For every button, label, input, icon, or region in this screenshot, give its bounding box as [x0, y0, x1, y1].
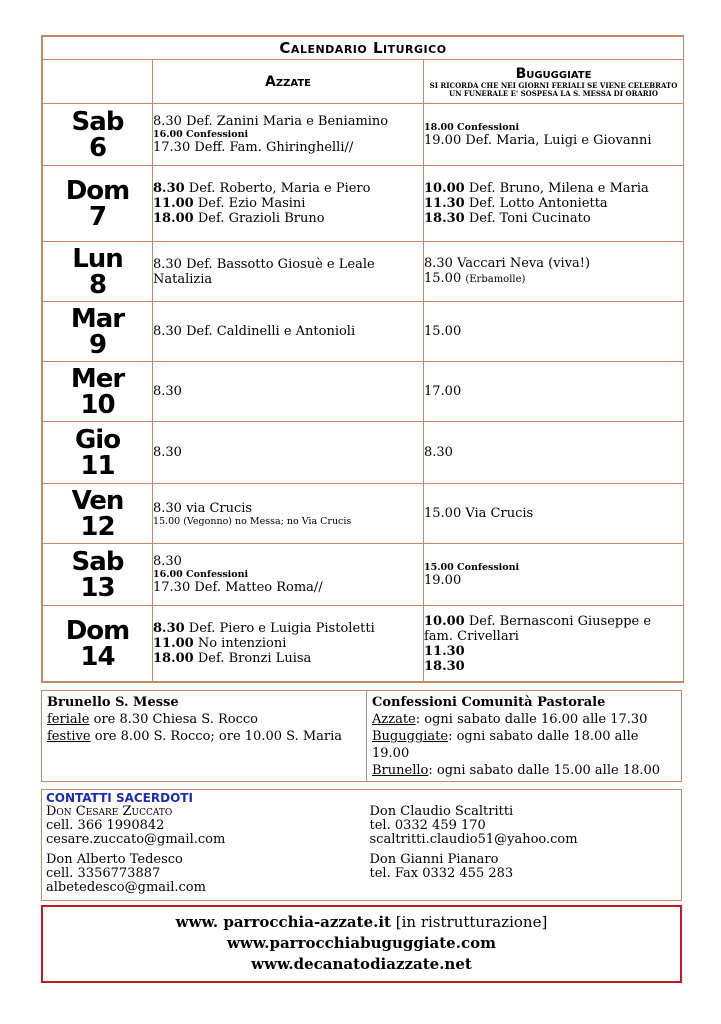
mass-entry — [153, 636, 423, 651]
confessioni-row — [372, 762, 676, 779]
mass-text: 16.00 Confessioni — [153, 569, 249, 580]
mass-time: 11.00 — [153, 196, 194, 211]
calendar-title: Calendario Liturgico — [43, 37, 684, 60]
buguggiate-cell — [424, 484, 684, 544]
mass-text: 8.30 Def. Caldinelli e Antonioli — [153, 324, 356, 339]
mass-entry — [424, 659, 683, 674]
day-number: 13 — [80, 572, 115, 603]
mass-entry — [153, 129, 423, 140]
priest-phone: cell. 3356773887 — [46, 866, 161, 881]
day-cell — [43, 544, 153, 606]
brunello-festive — [47, 728, 361, 745]
azzate-cell — [153, 242, 424, 302]
buguggiate-cell — [424, 302, 684, 362]
mass-text: 15.00 — [424, 324, 462, 339]
mass-text: Def. Bronzi Luisa — [193, 651, 312, 666]
mass-text: Def. Roberto, Maria e Piero — [184, 181, 371, 196]
feriale-label: feriale — [47, 712, 90, 727]
mass-entry — [153, 651, 423, 666]
priest-email[interactable]: albetedesco@gmail.com — [46, 880, 206, 895]
mass-entry — [424, 211, 683, 226]
day-cell — [43, 166, 153, 242]
mass-text: 8.30 — [153, 445, 182, 460]
day-name: Gio — [74, 424, 121, 455]
confessioni-text: : ogni sabato dalle 18.00 alle 19.00 — [372, 729, 639, 761]
mass-text: 8.30 Vaccari Neva (viva!) — [424, 256, 591, 271]
mass-entry — [424, 181, 683, 196]
mass-time: 18.30 — [424, 658, 465, 674]
mass-text: 19.00 — [424, 572, 462, 588]
day-number: 10 — [80, 389, 115, 420]
day-number: 12 — [80, 511, 115, 542]
mass-text: Def. Piero e Luigia Pistoletti — [184, 621, 375, 636]
azzate-cell — [153, 422, 424, 484]
mass-text: 17.00 — [424, 384, 462, 399]
day-cell — [43, 362, 153, 422]
calendar-row — [43, 484, 684, 544]
day-name: Dom — [65, 175, 130, 206]
buguggiate-cell — [424, 362, 684, 422]
calendar-row — [43, 544, 684, 606]
azzate-cell — [153, 606, 424, 682]
priest-phone: tel. Fax 0332 455 283 — [369, 866, 514, 881]
confessioni-text: : ogni sabato dalle 16.00 alle 17.30 — [415, 712, 648, 727]
calendar-row — [43, 242, 684, 302]
confessioni-place: Buguggiate — [372, 729, 449, 744]
mass-time: 18.00 — [153, 651, 194, 666]
mass-entry — [153, 324, 423, 339]
priest-name: Don Cesare Zuccato — [46, 804, 173, 819]
buguggiate-cell — [424, 606, 684, 682]
column-azzate: Azzate — [153, 60, 424, 104]
liturgical-calendar — [41, 35, 684, 683]
confessioni-title: Confessioni Comunità Pastorale — [372, 695, 606, 710]
mass-entry — [424, 324, 683, 339]
mass-text: 8.30 — [153, 384, 182, 399]
mass-entry — [424, 133, 683, 148]
mass-text: Def. Toni Cucinato — [464, 211, 591, 226]
priest-phone: tel. 0332 459 170 — [369, 818, 486, 833]
azzate-cell — [153, 362, 424, 422]
contacts-box — [41, 789, 682, 901]
day-cell — [43, 606, 153, 682]
mass-entry — [153, 114, 423, 129]
mass-time: 11.30 — [424, 196, 465, 211]
brunello-confessioni-box — [41, 690, 682, 782]
mass-time: 18.00 — [153, 211, 194, 226]
mass-text: 17.30 Def. Matteo Roma// — [153, 580, 323, 595]
buguggiate-cell — [424, 166, 684, 242]
day-number: 8 — [88, 269, 107, 300]
brunello-section — [42, 691, 367, 781]
day-number: 14 — [80, 641, 115, 672]
mass-text: 8.30 Def. Zanini Maria e Beniamino — [153, 114, 389, 129]
mass-entry — [424, 573, 683, 588]
mass-text: No intenzioni — [193, 636, 287, 651]
websites-box — [41, 905, 682, 983]
day-name: Lun — [72, 243, 123, 274]
mass-text: Def. Grazioli Bruno — [193, 211, 325, 226]
priest-name: Don Alberto Tedesco — [46, 852, 183, 867]
mass-time: 8.30 — [153, 621, 185, 636]
calendar-row — [43, 606, 684, 682]
mass-time: 10.00 — [424, 181, 465, 196]
confessioni-place: Brunello — [372, 763, 429, 778]
mass-text: 8.30 — [424, 445, 453, 460]
day-cell — [43, 104, 153, 166]
corner-cell — [43, 60, 153, 104]
website-azzate — [43, 912, 680, 933]
brunello-feriale — [47, 711, 361, 728]
calendar-row — [43, 104, 684, 166]
contacts-right — [362, 790, 682, 900]
mass-entry — [153, 580, 423, 595]
mass-text: 15.00 (Vegonno) no Messa; no Via Crucis — [153, 515, 352, 527]
confessioni-text: : ogni sabato dalle 15.00 alle 18.00 — [428, 763, 661, 778]
day-number: 11 — [80, 450, 115, 481]
confessioni-row — [372, 711, 676, 728]
mass-text: 8.30 Def. Bassotto Giosuè e Leale Natalizia — [153, 256, 375, 287]
column-buguggiate-label: Buguggiate — [515, 65, 592, 82]
mass-entry — [424, 445, 683, 460]
confessioni-place: Azzate — [372, 712, 416, 727]
buguggiate-cell — [424, 544, 684, 606]
azzate-cell — [153, 484, 424, 544]
website-buguggiate-link[interactable]: www.parrocchiabuguggiate.com — [227, 934, 496, 952]
mass-entry — [153, 181, 423, 196]
mass-entry — [153, 621, 423, 636]
day-name: Mar — [70, 303, 125, 334]
mass-time: 11.30 — [424, 643, 465, 659]
calendar-row — [43, 362, 684, 422]
mass-entry — [153, 554, 423, 569]
feriale-text: ore 8.30 Chiesa S. Rocco — [89, 712, 258, 727]
priest-phone: cell. 366 1990842 — [46, 818, 165, 833]
column-buguggiate-note: SI RICORDA CHE NEI GIORNI FERIALI SE VIENE CELEBRATO UN FUNERALE E' SOSPESA LA S. MESSA DI ORARIO — [429, 80, 678, 98]
mass-entry — [424, 122, 683, 133]
mass-entry — [153, 445, 423, 460]
mass-entry — [153, 257, 423, 287]
mass-text: 15.00 — [424, 271, 466, 286]
priest-name: Don Gianni Pianaro — [369, 852, 499, 867]
day-name: Sab — [71, 546, 124, 577]
mass-note: (Erbamolle) — [465, 274, 526, 285]
brunello-title: Brunello S. Messe — [47, 695, 179, 710]
day-name: Ven — [71, 485, 124, 516]
mass-text: 16.00 Confessioni — [153, 129, 249, 140]
mass-time: 18.30 — [424, 211, 465, 226]
column-buguggiate — [424, 60, 684, 104]
mass-entry — [153, 211, 423, 226]
confessioni-row — [372, 728, 676, 762]
day-name: Dom — [65, 615, 130, 646]
day-cell — [43, 242, 153, 302]
day-name: Sab — [71, 106, 124, 137]
website-decanato-link[interactable]: www.decanatodiazzate.net — [251, 955, 472, 973]
mass-entry — [424, 196, 683, 211]
mass-entry — [153, 140, 423, 155]
mass-text: Def. Ezio Masini — [193, 196, 306, 211]
mass-text: 15.00 Confessioni — [424, 561, 520, 573]
priest-email[interactable]: cesare.zuccato@gmail.com — [46, 832, 226, 847]
calendar-row — [43, 302, 684, 362]
mass-time: 10.00 — [424, 613, 465, 629]
day-number: 9 — [88, 329, 107, 360]
mass-entry — [424, 614, 683, 644]
mass-entry — [424, 644, 683, 659]
mass-text: 19.00 Def. Maria, Luigi e Giovanni — [424, 132, 652, 148]
mass-time: 8.30 — [153, 181, 185, 196]
mass-text: Def. Lotto Antonietta — [464, 196, 608, 211]
azzate-cell — [153, 166, 424, 242]
day-cell — [43, 422, 153, 484]
day-name: Mer — [70, 363, 125, 394]
calendar-row — [43, 422, 684, 484]
mass-text: 15.00 Via Crucis — [424, 506, 534, 521]
mass-entry — [424, 256, 683, 271]
day-number: 7 — [88, 201, 107, 232]
mass-entry — [424, 506, 683, 521]
mass-text: Def. Bruno, Milena e Maria — [464, 181, 649, 196]
azzate-cell — [153, 104, 424, 166]
day-cell — [43, 302, 153, 362]
day-cell — [43, 484, 153, 544]
mass-text: 8.30 via Crucis — [153, 500, 253, 516]
day-number: 6 — [88, 132, 107, 163]
confessioni-section — [367, 691, 681, 781]
mass-text: 18.00 Confessioni — [424, 121, 520, 133]
mass-time: 11.00 — [153, 636, 194, 651]
mass-entry — [153, 516, 423, 527]
mass-text: 8.30 — [153, 554, 182, 569]
calendar-row — [43, 166, 684, 242]
website-azzate-note: [in ristrutturazione] — [390, 913, 548, 931]
priest-email[interactable]: scaltritti.claudio51@yahoo.com — [369, 832, 578, 847]
contacts-left — [42, 790, 362, 900]
mass-text: Def. Bernasconi Giuseppe e fam. Crivellari — [424, 613, 652, 644]
mass-entry — [424, 271, 683, 287]
festive-text: ore 8.00 S. Rocco; ore 10.00 S. Maria — [90, 729, 343, 744]
mass-entry — [153, 196, 423, 211]
mass-entry — [153, 501, 423, 516]
website-azzate-link[interactable]: www. parrocchia-azzate.it — [175, 913, 391, 931]
mass-entry — [424, 562, 683, 573]
mass-text: 17.30 Deff. Fam. Ghiringhelli// — [153, 140, 354, 155]
contacts-title: CONTATTI SACERDOTI — [46, 791, 193, 805]
mass-entry — [153, 569, 423, 580]
priest-name: Don Claudio Scaltritti — [369, 804, 514, 819]
mass-entry — [153, 384, 423, 399]
azzate-cell — [153, 302, 424, 362]
azzate-cell — [153, 544, 424, 606]
mass-entry — [424, 384, 683, 399]
buguggiate-cell — [424, 242, 684, 302]
buguggiate-cell — [424, 104, 684, 166]
festive-label: festive — [47, 729, 91, 744]
buguggiate-cell — [424, 422, 684, 484]
